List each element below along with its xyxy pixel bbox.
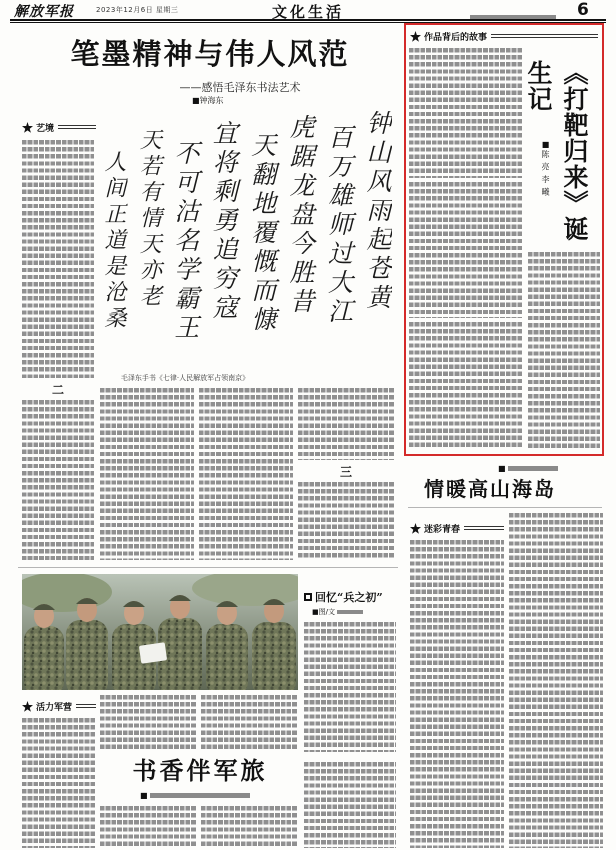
column-label-huoli (22, 699, 96, 713)
star-icon (22, 122, 33, 133)
body-text-block (201, 695, 298, 752)
body-text-block (409, 322, 523, 450)
story-box-label-text: 作品背后的故事 (424, 32, 488, 43)
section-divider (18, 567, 398, 568)
body-text-block (410, 540, 504, 848)
body-text-block (199, 388, 293, 560)
label-rule (464, 526, 504, 530)
calligraphy-column: 天翻地覆慨而慷 (247, 132, 277, 335)
calligraphy-column: 宜将剩勇追穷寇 (209, 120, 239, 323)
memory-headline (304, 589, 398, 605)
section-numeral-two: 二 (51, 383, 64, 397)
memory-byline-text: ■图/文 (312, 608, 335, 616)
books-headline: 书香伴军旅 (132, 756, 268, 785)
island-headline: 情暖高山海岛 (424, 477, 556, 501)
byline-names (150, 793, 250, 798)
body-text-block (298, 388, 394, 460)
story-box-label (410, 29, 598, 43)
section-numeral-three: 三 (339, 465, 352, 479)
column-label-yijing (22, 120, 96, 134)
body-text-block (528, 252, 600, 450)
body-text-block (298, 482, 394, 560)
column-label-text: 艺境 (36, 123, 55, 134)
feature-subtitle: ——感悟毛泽东书法艺术 (179, 81, 301, 94)
story-byline: ■陈 亮 李 曦 (541, 140, 550, 197)
body-text-block (100, 806, 196, 848)
body-text-block (100, 388, 194, 560)
label-rule (491, 34, 598, 38)
calligraphy-caption: 毛泽东手书《七律·人民解放军占领南京》 (120, 374, 250, 382)
books-byline (140, 791, 250, 800)
body-text-block (409, 182, 523, 318)
calligraphy-column: 钟山风雨起苍黄 (362, 110, 392, 313)
body-text-block (409, 48, 523, 178)
calligraphy-image (100, 106, 392, 368)
memory-headline-text: 回忆“兵之初” (315, 591, 383, 604)
page-section-title: 文化生活 (271, 3, 344, 21)
square-marker-icon (304, 593, 312, 601)
label-rule (76, 704, 96, 708)
star-icon (22, 701, 33, 712)
photo-paper (139, 642, 167, 663)
body-text-block (201, 806, 298, 848)
column-label-text: 活力军营 (36, 702, 73, 713)
calligraphy-column: 不可沽名学霸王 (170, 140, 200, 343)
headline-rule (408, 507, 602, 508)
soldiers-photo (22, 574, 298, 690)
calligraphy-column: 人间正道是沧桑 (101, 150, 126, 332)
star-icon (410, 523, 421, 534)
body-text-block (304, 762, 396, 848)
body-text-block (509, 513, 603, 848)
star-icon (410, 31, 421, 42)
calligraphy-column: 天若有情天亦老 (136, 128, 162, 310)
issue-date: 2023年12月6日 星期三 (96, 6, 179, 14)
body-text-block (22, 400, 94, 560)
body-text-block (22, 718, 96, 848)
label-rule (58, 125, 96, 129)
masthead-title: 解放军报 (14, 4, 74, 20)
body-text-block (22, 140, 94, 378)
feature-headline: 笔墨精神与伟人风范 (70, 37, 350, 71)
byline-mark: ■ (140, 791, 148, 800)
byline-names (508, 466, 558, 471)
memory-byline (312, 607, 363, 617)
body-text-block (304, 622, 396, 752)
island-byline (498, 464, 558, 473)
body-text-block (100, 695, 196, 752)
story-title: 《打靶归来》诞生记 (524, 60, 589, 242)
byline-names (337, 610, 363, 614)
byline-mark: ■ (498, 464, 506, 473)
calligraphy-column: 虎踞龙盘今胜昔 (286, 114, 316, 317)
calligraphy-column: 百万雄师过大江 (324, 124, 354, 327)
column-label-micai (410, 521, 504, 535)
page-number: 6 (577, 0, 589, 20)
feature-byline: ■钟海东 (192, 96, 224, 105)
column-label-text: 迷彩青春 (424, 524, 461, 535)
